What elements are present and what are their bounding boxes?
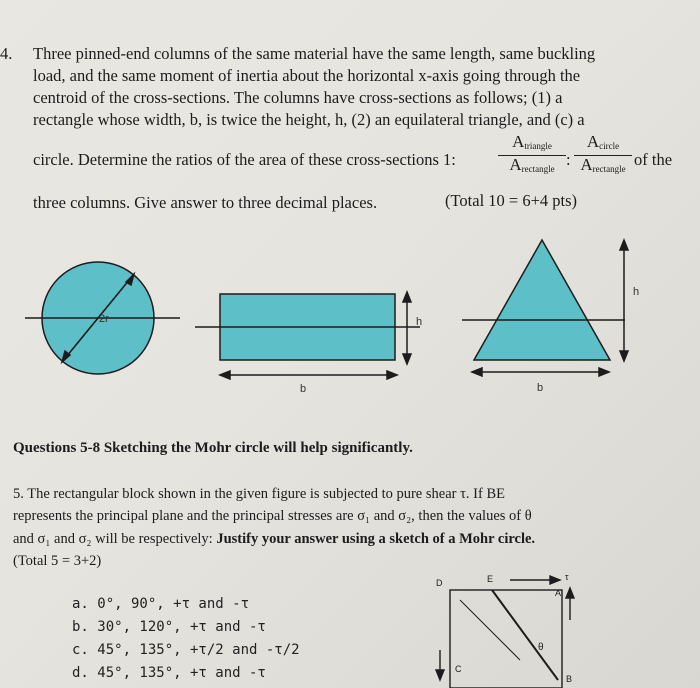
q5-option-b: b. 30°, 120°, +τ and -τ: [72, 619, 266, 635]
section-heading: Questions 5-8 Sketching the Mohr circle will help significantly.: [13, 440, 413, 456]
q4-number: 4.: [0, 44, 13, 63]
frac1-numerator-sub: triangle: [524, 141, 552, 151]
block-label-B: B: [566, 674, 573, 684]
diagonal-BE: [492, 590, 558, 680]
frac2-denominator-sub: rectangle: [592, 164, 626, 174]
circle-diameter-label: 2r: [99, 313, 109, 325]
block-label-C: C: [455, 664, 462, 674]
right-shear-arrowhead: [566, 588, 574, 598]
q5-option-d: d. 45°, 135°, +τ and -τ: [72, 665, 266, 681]
block-label-theta: θ: [538, 642, 544, 653]
q5-line-3-plain: and σ₁ and σ₂ will be respectively:: [13, 531, 217, 547]
q4-line-3: centroid of the cross-sections. The columns have cross-sections as follows; (1) a: [33, 88, 563, 107]
q4-line-5-prefix: circle. Determine the ratios of the area of these cross-sections 1:: [33, 150, 456, 169]
frac2-denominator: A: [580, 155, 593, 174]
q5-line-3-bold: Justify your answer using a sketch of a Mohr circle.: [216, 531, 536, 547]
q5-option-a: a. 0°, 90°, +τ and -τ: [72, 596, 250, 612]
block-label-D: D: [436, 578, 443, 588]
tri-base-label: b: [537, 382, 544, 394]
top-shear-arrowhead: [550, 576, 560, 584]
frac2-numerator-sub: circle: [599, 141, 620, 151]
q5-option-c: c. 45°, 135°, +τ/2 and -τ/2: [72, 642, 300, 658]
q5-line-1: 5. The rectangular block shown in the given figure is subjected to pure shear τ. If BE: [13, 486, 505, 502]
q4-line-2: load, and the same moment of inertia about the horizontal x-axis going through the: [33, 66, 581, 85]
block-outline: [450, 590, 562, 688]
block-label-A: A: [555, 588, 562, 598]
frac1-denominator-sub: rectangle: [521, 164, 555, 174]
tri-height-label: h: [633, 286, 640, 298]
q4-line-6: three columns. Give answer to three decimal places.: [33, 193, 378, 212]
q4-total: (Total 10 = 6+4 pts): [445, 191, 578, 210]
frac1-numerator: A: [512, 132, 525, 151]
left-shear-arrowhead: [436, 670, 444, 680]
frac2-numerator: A: [586, 132, 600, 151]
q4-line-1: Three pinned-end columns of the same material have the same length, same buckling: [33, 44, 596, 63]
frac1-denominator: A: [509, 155, 522, 174]
ratio-colon: :: [566, 150, 571, 169]
q5-total: (Total 5 = 3+2): [13, 553, 102, 569]
q5-line-2: represents the principal plane and the principal stresses are σ₁ and σ₂, then the values of θ: [13, 508, 532, 524]
q4-line-4: rectangle whose width, b, is twice the height, h, (2) an equilateral triangle, and (c) a: [33, 110, 585, 129]
diagonal-DB-partial: [460, 600, 520, 660]
rect-width-label: b: [300, 383, 307, 395]
block-label-E: E: [487, 574, 494, 584]
rect-height-label: h: [416, 316, 423, 328]
block-label-tau: τ: [565, 572, 569, 582]
q4-line-5-suffix: of the: [634, 150, 673, 169]
